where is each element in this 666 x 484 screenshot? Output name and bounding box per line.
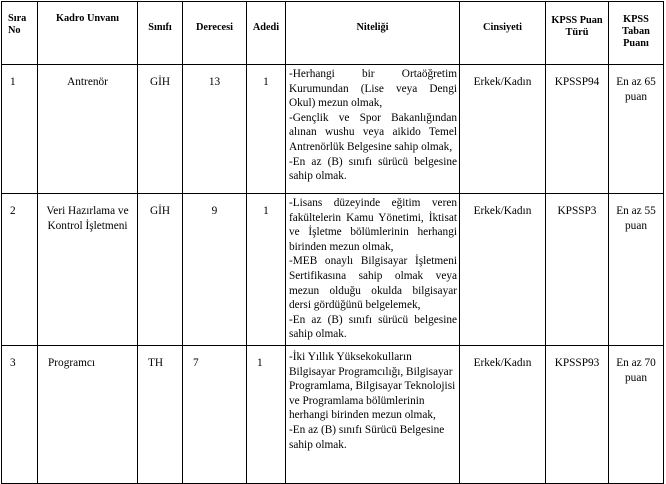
header-kpss-puan-turu: KPSS Puan Türü (546, 2, 609, 65)
cell-sira: 3 (2, 345, 38, 483)
cell-adedi: 1 (247, 194, 286, 346)
cell-sinifi: GİH (138, 194, 183, 346)
cell-derecesi: 7 (183, 345, 247, 483)
cell-sira: 2 (2, 194, 38, 346)
niteligi-line: -Herhangi bir Ortaöğretim Kurumundan (Lise veya Dengi Okul) mezun olmak, (289, 68, 457, 110)
header-adedi: Adedi (247, 2, 286, 65)
header-kadro-unvani: Kadro Unvanı (38, 2, 138, 65)
header-kpss-taban-puani: KPSS Taban Puanı (609, 2, 664, 65)
cell-cinsiyeti: Erkek/Kadın (460, 65, 546, 194)
cell-kadro: Programcı (38, 345, 138, 483)
cell-adedi: 1 (247, 345, 286, 483)
cell-sinifi: TH (138, 345, 183, 483)
niteligi-line: -İki Yıllık Yüksekokulların Bilgisayar Programcılığı, Bilgisayar Programlama, Bilgisayar Teknolojisi ve Programlama bölümlerinin herhangi birinden mezun olmak, (289, 350, 456, 422)
cell-kpss-turu: KPSSP3 (546, 194, 609, 346)
table-row (2, 65, 664, 194)
header-row (2, 2, 664, 65)
header-cinsiyeti: Cinsiyeti (460, 2, 546, 65)
cell-cinsiyeti: Erkek/Kadın (460, 345, 546, 483)
niteligi-line: -En az (B) sınıfı sürücü belgesine sahip olmak. (289, 155, 457, 183)
cell-sira: 1 (2, 65, 38, 194)
cell-kpss-turu: KPSSP94 (546, 65, 609, 194)
cell-niteligi (286, 345, 460, 483)
cell-niteligi (286, 65, 460, 194)
table-row (2, 194, 664, 346)
table-row (2, 345, 664, 483)
cell-kadro: Veri Hazırlama ve Kontrol İşletmeni (38, 194, 138, 346)
cell-kpss-taban: En az 70 puan (609, 345, 664, 483)
kadro-table (1, 1, 664, 484)
cell-derecesi: 9 (183, 194, 247, 346)
cell-kpss-turu: KPSSP93 (546, 345, 609, 483)
niteligi-line: -En az (B) sınıfı Sürücü Belgesine sahip olmak. (289, 423, 445, 451)
header-sira-no: Sıra No (2, 2, 38, 65)
cell-cinsiyeti: Erkek/Kadın (460, 194, 546, 346)
niteligi-line: -En az (B) sınıfı sürücü belgesine sahip olmak. (289, 313, 457, 341)
cell-kpss-taban: En az 65 puan (609, 65, 664, 194)
header-derecesi: Derecesi (183, 2, 247, 65)
niteligi-line: -MEB onaylı Bilgisayar İşletmeni Sertifikasına sahip olmak veya mezun olduğu okulda bilgisayar dersi gördüğünü belgelemek, (289, 255, 457, 312)
cell-kpss-taban: En az 55 puan (609, 194, 664, 346)
cell-adedi: 1 (247, 65, 286, 194)
header-sinifi: Sınıfı (138, 2, 183, 65)
cell-niteligi (286, 194, 460, 346)
niteligi-line: -Gençlik ve Spor Bakanlığından alınan wushu veya aikido Temel Antrenörlük Belgesine sahip olmak, (289, 111, 457, 153)
cell-sinifi: GİH (138, 65, 183, 194)
niteligi-line: -Lisans düzeyinde eğitim veren fakültelerin Kamu Yönetimi, İktisat ve İşletme bölümlerinin herhangi birinden mezun olmak, (289, 197, 457, 253)
header-niteligi: Niteliği (286, 2, 460, 65)
cell-kadro: Antrenör (38, 65, 138, 194)
cell-derecesi: 13 (183, 65, 247, 194)
